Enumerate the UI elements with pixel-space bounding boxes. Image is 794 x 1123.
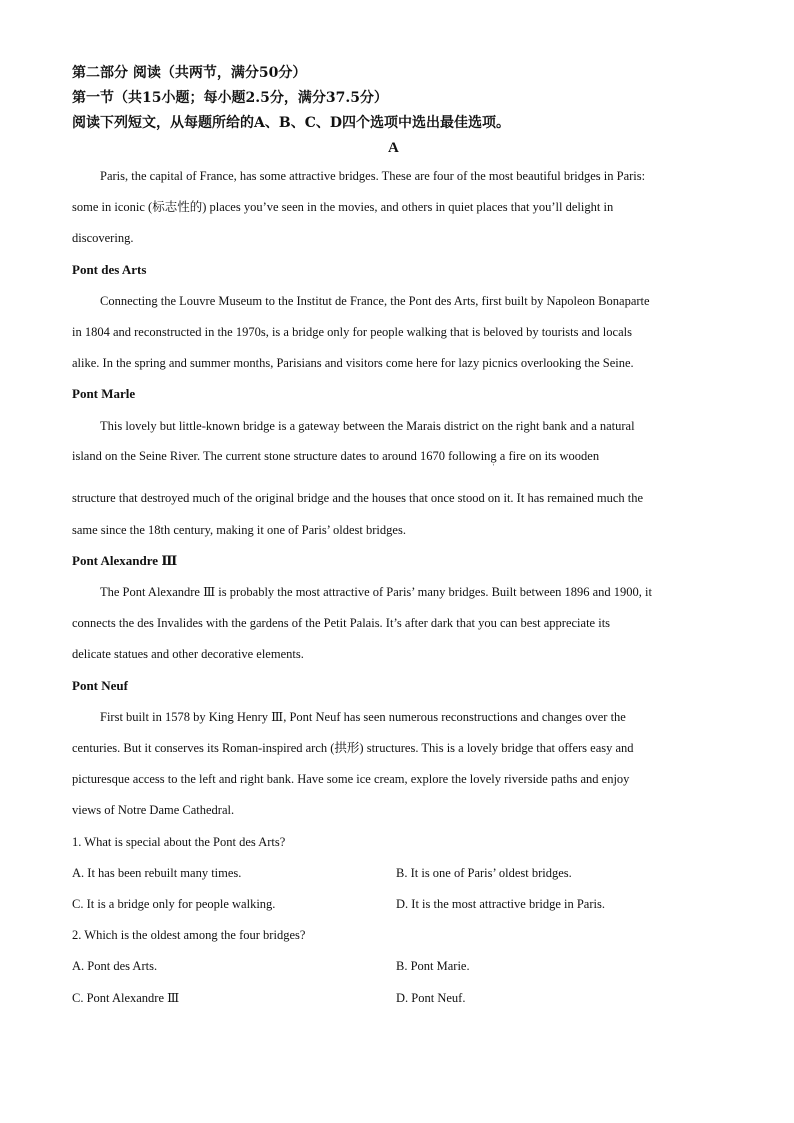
bridge-heading-pont-neuf: Pont Neuf [72,678,128,693]
paragraph-line: picturesque access to the left and right bank. Have some ice cream, explore the lovely riverside paths and enjoy [72,772,630,786]
instruction: 阅读下列短文，从每题所给的A、B、C、D四个选项中选出最佳选项。 [72,115,510,131]
question-stem: 1. What is special about the Pont des Arts? [72,835,286,849]
paragraph-line: Connecting the Louvre Museum to the Institut de France, the Pont des Arts, first built by Napoleon Bonaparte [100,294,650,308]
paragraph-line: alike. In the spring and summer months, Parisians and visitors come here for lazy picnics overlooking the Seine. [72,356,634,370]
paragraph-line: delicate statues and other decorative elements. [72,647,304,661]
option-a: A. It has been rebuilt many times. [72,866,242,880]
option-b: B. Pont Marie. [396,959,470,973]
intro-line: discovering. [72,231,134,245]
paragraph-line: centuries. But it conserves its Roman-inspired arch (拱形) structures. This is a lovely bridge that offers easy and [72,741,634,755]
option-c: C. It is a bridge only for people walking. [72,897,276,911]
paragraph-line: in 1804 and reconstructed in the 1970s, is a bridge only for people walking that is beloved by tourists and locals [72,325,632,339]
intro-line: some in iconic (标志性的) places you’ve seen in the movies, and others in quiet places that you’ll delight in [72,200,614,214]
paragraph-line: views of Notre Dame Cathedral. [72,803,235,817]
paragraph-line: The Pont Alexandre Ⅲ is probably the most attractive of Paris’ many bridges. Built between 1896 and 1900, it [100,585,652,599]
bridge-heading-pont-des-arts: Pont des Arts [72,262,147,277]
paragraph-line: First built in 1578 by King Henry Ⅲ, Pont Neuf has seen numerous reconstructions and changes over the [100,710,626,724]
stray-tick-mark: ˈ [492,463,496,474]
option-b: B. It is one of Paris’ oldest bridges. [396,866,572,880]
paragraph-line: structure that destroyed much of the original bridge and the houses that once stood on it. It has remained much the [72,491,644,505]
option-c: C. Pont Alexandre Ⅲ [72,991,180,1005]
part-heading: 第二部分 阅读（共两节，满分50分） [72,65,307,81]
option-a: A. Pont des Arts. [72,959,158,973]
option-d: D. Pont Neuf. [396,991,466,1005]
intro-line: Paris, the capital of France, has some attractive bridges. These are four of the most beautiful bridges in Paris: [100,169,646,183]
question-stem: 2. Which is the oldest among the four bridges? [72,928,306,942]
bridge-heading-pont-alexandre: Pont Alexandre Ⅲ [72,553,178,568]
paragraph-line: This lovely but little-known bridge is a gateway between the Marais district on the right bank and a natural [100,419,635,433]
paragraph-line: same since the 18th century, making it one of Paris’ oldest bridges. [72,523,406,537]
option-d: D. It is the most attractive bridge in Paris. [396,897,605,911]
section-heading: 第一节（共15小题；每小题2.5分，满分37.5分） [72,90,388,106]
paragraph-line: connects the des Invalides with the gardens of the Petit Palais. It’s after dark that you can best appreciate its [72,616,611,630]
passage-title: A [388,140,399,156]
bridge-heading-pont-marle: Pont Marle [72,386,136,401]
paragraph-line: island on the Seine River. The current stone structure dates to around 1670 following a fire on its wooden [72,449,600,463]
